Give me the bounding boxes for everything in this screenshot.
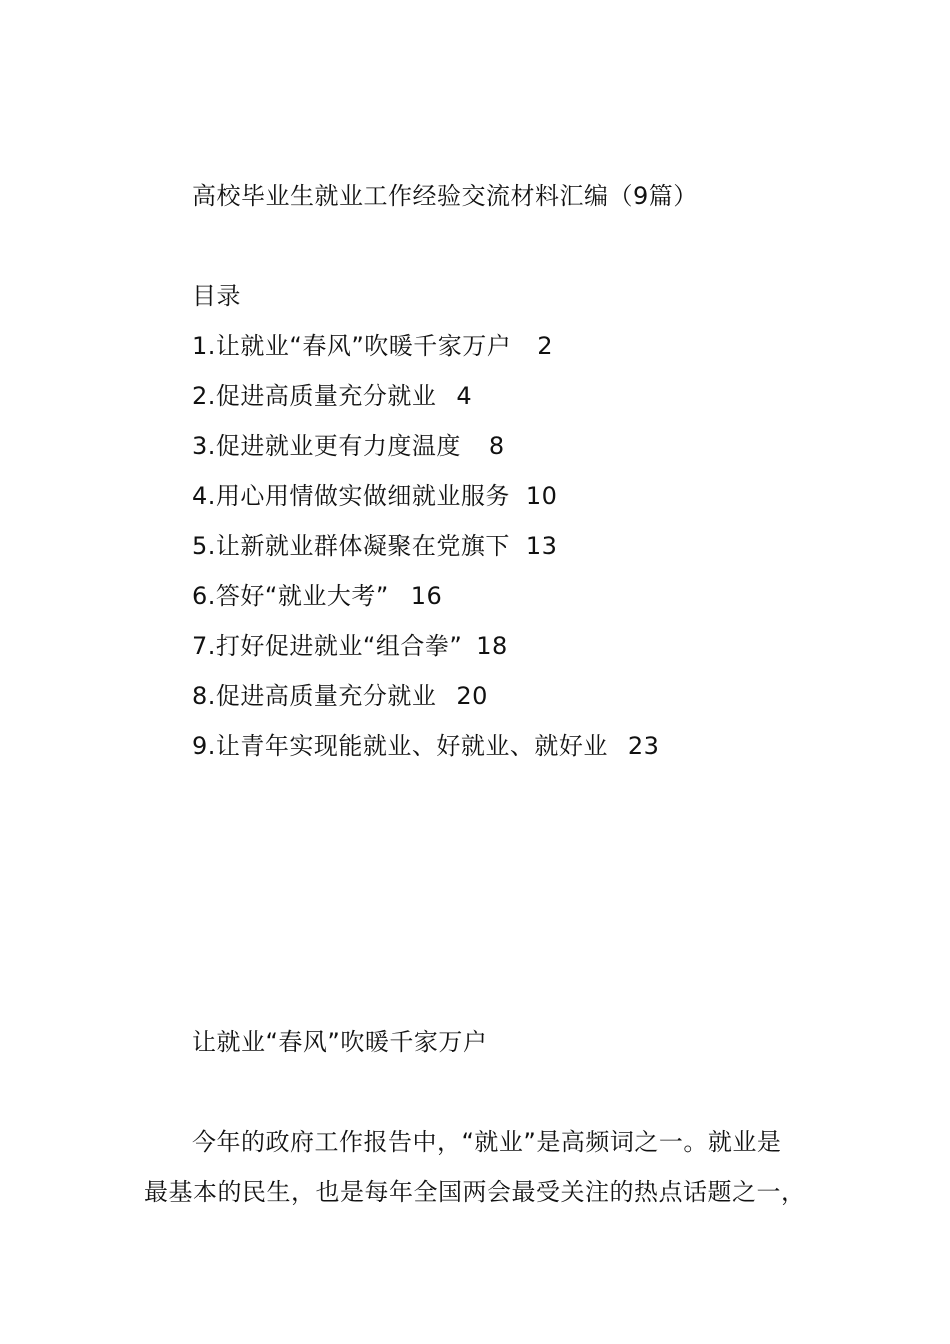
toc-item-page: 10 bbox=[525, 482, 558, 510]
toc-item bbox=[192, 531, 557, 561]
toc-item-label: 5.让新就业群体凝聚在党旗下 bbox=[192, 532, 510, 560]
toc-item bbox=[192, 631, 508, 661]
paragraph-line: 今年的政府工作报告中，“就业”是高频词之一。就业是 bbox=[192, 1128, 782, 1156]
toc-item-page: 8 bbox=[488, 432, 505, 460]
toc-item-page: 13 bbox=[525, 532, 558, 560]
toc-item-label: 2.促进高质量充分就业 bbox=[192, 382, 437, 410]
article-title: 让就业“春风”吹暖千家万户 bbox=[192, 1028, 488, 1056]
toc-item-label: 1.让就业“春风”吹暖千家万户 bbox=[192, 332, 512, 360]
toc-item-page: 2 bbox=[537, 332, 554, 360]
toc-item bbox=[192, 431, 505, 461]
document-title: 高校毕业生就业工作经验交流材料汇编（9篇） bbox=[192, 182, 698, 210]
toc-item-label: 4.用心用情做实做细就业服务 bbox=[192, 482, 510, 510]
toc-item-page: 18 bbox=[476, 632, 508, 660]
toc-heading: 目录 bbox=[192, 282, 241, 310]
toc-item bbox=[192, 731, 659, 761]
toc-item-page: 16 bbox=[410, 582, 443, 610]
toc-item-page: 20 bbox=[456, 682, 488, 710]
toc-item-page: 23 bbox=[627, 732, 660, 760]
toc-item bbox=[192, 381, 472, 411]
toc-item-label: 3.促进就业更有力度温度 bbox=[192, 432, 461, 460]
toc-item bbox=[192, 331, 553, 361]
toc-item-label: 7.打好促进就业“组合拳” bbox=[192, 632, 463, 660]
toc-item-label: 9.让青年实现能就业、好就业、就好业 bbox=[192, 732, 608, 760]
toc-item-page: 4 bbox=[456, 382, 473, 410]
toc-item bbox=[192, 581, 442, 611]
toc-item-label: 6.答好“就业大考” bbox=[192, 582, 389, 610]
toc-item-label: 8.促进高质量充分就业 bbox=[192, 682, 437, 710]
toc-item bbox=[192, 481, 557, 511]
toc-item bbox=[192, 681, 488, 711]
paragraph-line: 最基本的民生，也是每年全国两会最受关注的热点话题之一， bbox=[144, 1178, 806, 1206]
